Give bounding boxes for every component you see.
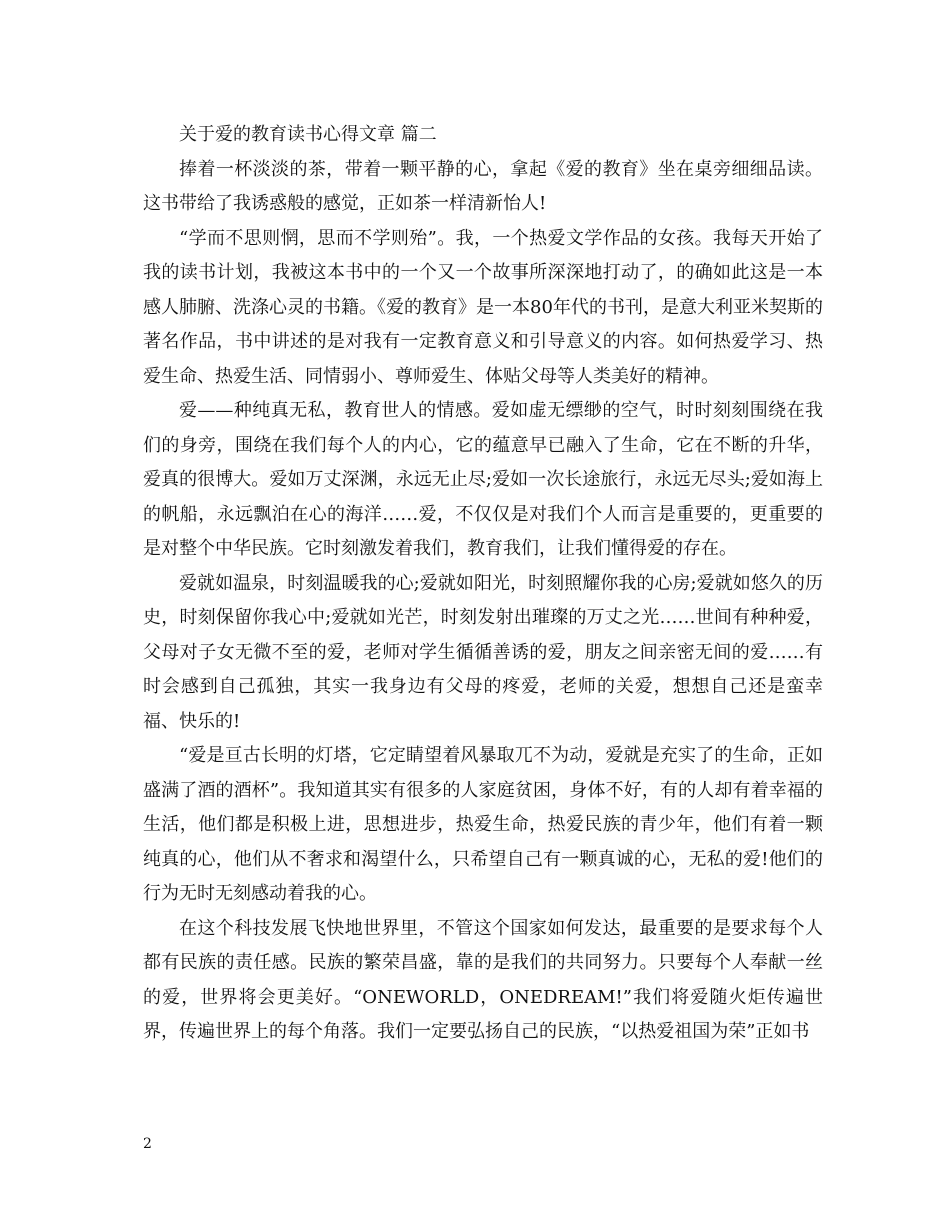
page-number: 2: [143, 1136, 152, 1152]
paragraph-6: 在这个科技发展飞快地世界里，不管这个国家如何发达，最重要的是要求每个人都有民族的责任感。民族的繁荣昌盛，靠的是我们的共同努力。只要每个人奉献一丝的爱，世界将会更美好。“ONEWORLD，ONEDREAM!”我们将爱随火炬传遍世界，传遍世界上的每个角落。我们一定要弘扬自己的民族，“以热爱祖国为荣”正如书: [143, 917, 823, 1042]
article-title: 关于爱的教育读书心得文章 篇二: [179, 124, 437, 145]
paragraph-4: 爱就如温泉，时刻温暖我的心;爱就如阳光，时刻照耀你我的心房;爱就如悠久的历史，时刻保留你我心中;爱就如光芒，时刻发射出璀璨的万丈之光……世间有种种爱，父母对子女无微不至的爱，老师对学生循循善诱的爱，朋友之间亲密无间的爱……有时会感到自己孤独，其实一我身边有父母的疼爱，老师的关爱，想想自己还是蛮幸福、快乐的!: [143, 572, 823, 732]
paragraph-2: “学而不思则惘，思而不学则殆”。我，一个热爱文学作品的女孩。我每天开始了我的读书计划，我被这本书中的一个又一个故事所深深地打动了，的确如此这是一本感人肺腑、洗涤心灵的书籍。《爱的教育》是一本80年代的书刊，是意大利亚米契斯的著名作品，书中讲述的是对我有一定教育意义和引导意义的内容。如何热爱学习、热爱生命、热爱生活、同情弱小、尊师爱生、体贴父母等人类美好的精神。: [143, 227, 823, 387]
paragraph-5: “爱是亘古长明的灯塔，它定睛望着风暴取兀不为动，爱就是充实了的生命，正如盛满了酒的酒杯”。我知道其实有很多的人家庭贫困，身体不好，有的人却有着幸福的生活，他们都是积极上进，思想进步，热爱生命，热爱民族的青少年，他们有着一颗纯真的心，他们从不奢求和渴望什么，只希望自己有一颗真诚的心，无私的爱!他们的行为无时无刻感动着我的心。: [143, 745, 823, 904]
paragraph-3: 爱——种纯真无私，教育世人的情感。爱如虚无缥缈的空气，时时刻刻围绕在我们的身旁，围绕在我们每个人的内心，它的蕴意早已融入了生命，它在不断的升华，爱真的很博大。爱如万丈深渊，永远无止尽;爱如一次长途旅行，永远无尽头;爱如海上的帆船，永远飘泊在心的海洋……爱，不仅仅是对我们个人而言是重要的，更重要的是对整个中华民族。它时刻激发着我们，教育我们，让我们懂得爱的存在。: [143, 400, 823, 559]
document-body: [143, 118, 823, 1050]
paragraph-1: 捧着一杯淡淡的茶，带着一颗平静的心，拿起《爱的教育》坐在桌旁细细品读。这书带给了我诱惑般的感觉，正如茶一样清新怡人!: [143, 158, 823, 214]
